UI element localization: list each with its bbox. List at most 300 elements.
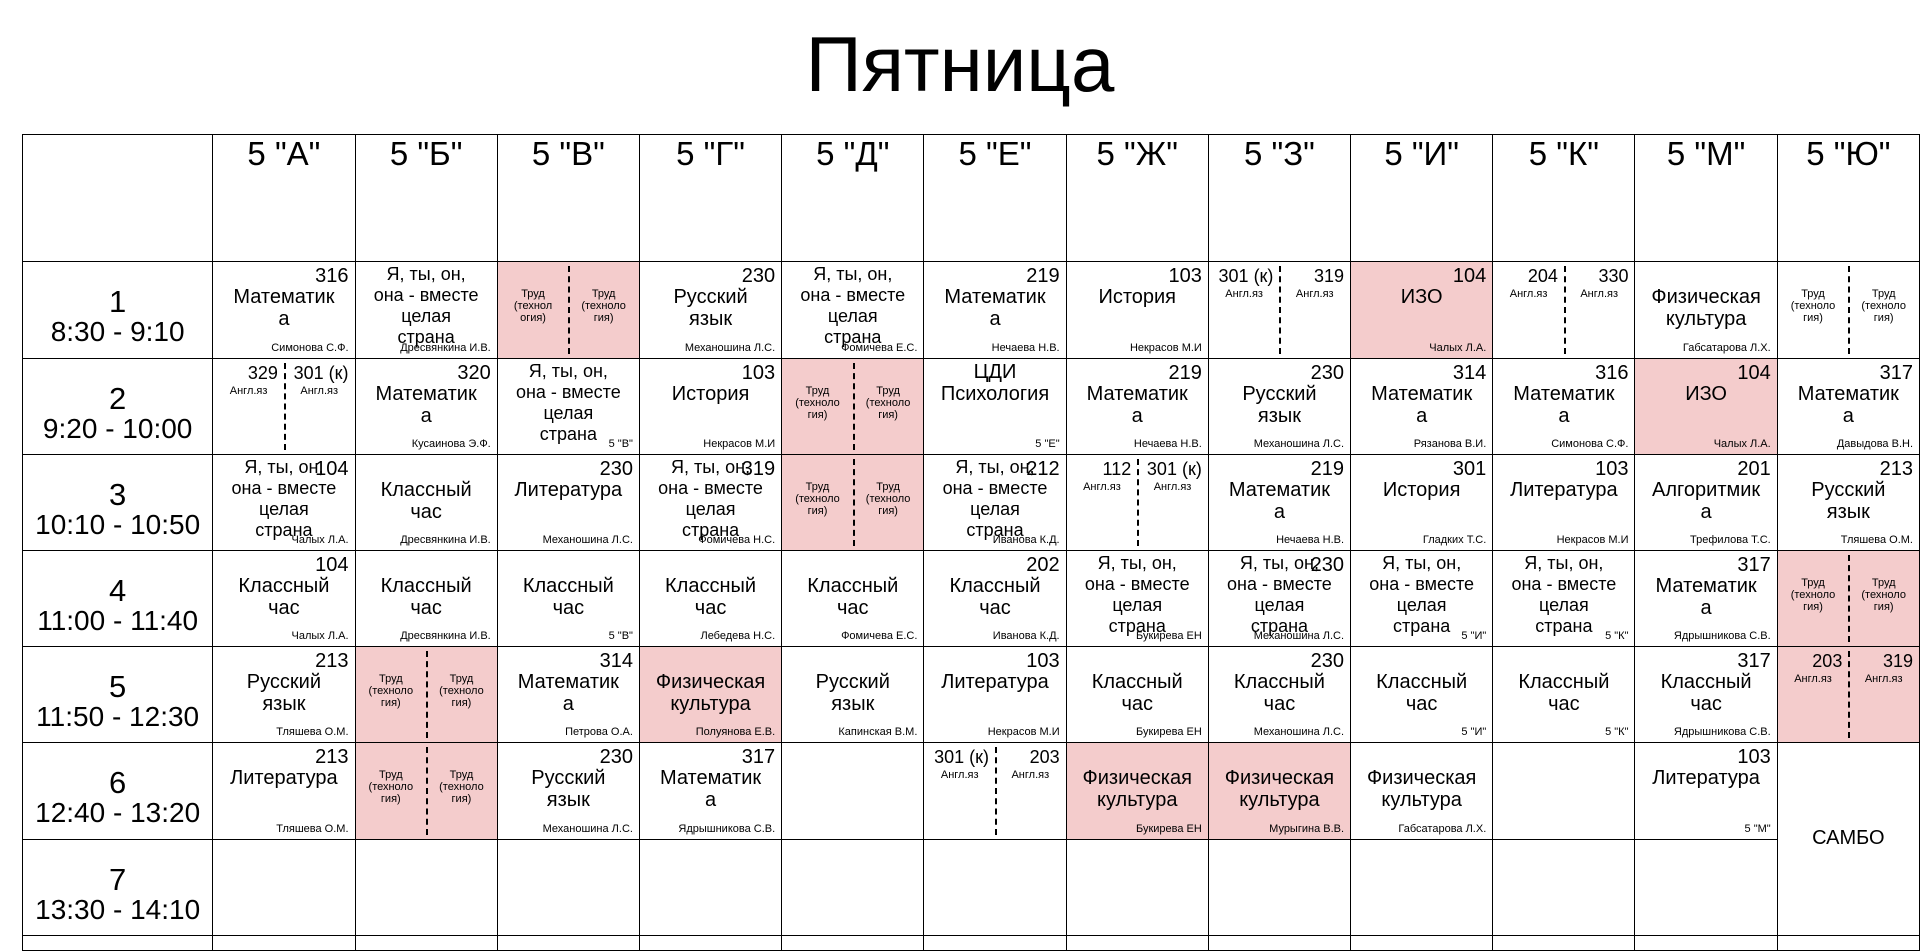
period-time: 12:40 - 13:20 <box>35 797 201 829</box>
teacher-name: Некрасов М.И <box>987 726 1060 739</box>
lesson-subject: Русский язык <box>1242 382 1317 427</box>
room-number: 301 <box>1452 457 1487 480</box>
lesson-subject: Математик а <box>1371 382 1473 427</box>
teacher-name: Механошина Л.С. <box>542 534 633 546</box>
teacher-name: Мурыгина В.В. <box>1269 822 1345 835</box>
lesson-cell <box>1777 647 1919 743</box>
lesson-cell-empty <box>1493 839 1635 935</box>
teacher-name: 5 "Е" <box>1035 437 1060 450</box>
split-lesson <box>356 743 497 838</box>
lesson-subject: Литература <box>1652 767 1760 790</box>
lesson-cell <box>355 647 497 743</box>
lesson-cell <box>924 454 1066 550</box>
lesson-cell <box>1635 454 1777 550</box>
teacher-name: Симонова С.Ф. <box>1551 437 1629 450</box>
teacher-name: Фомичева Е.С. <box>841 630 918 643</box>
lesson-subject: Математик а <box>1655 575 1757 619</box>
group-divider <box>284 363 286 450</box>
corner-cell <box>23 135 213 262</box>
teacher-name: 5 "М" <box>1744 822 1771 835</box>
lesson-cell <box>639 647 781 743</box>
group-subject: Англ.яз <box>1580 288 1619 301</box>
lesson-cell <box>1493 358 1635 454</box>
teacher-name: Фомичева Е.С. <box>841 341 918 354</box>
group-left <box>782 455 853 550</box>
group-divider <box>568 266 570 353</box>
class-header: 5 "М" <box>1635 135 1777 262</box>
empty-cell <box>355 935 497 950</box>
group-left <box>498 262 569 357</box>
room-number: 301 (к) <box>1146 458 1202 479</box>
group-right <box>1848 551 1919 646</box>
lesson-cell <box>1066 454 1208 550</box>
group-right <box>1848 262 1919 357</box>
period-time: 13:30 - 14:10 <box>35 893 201 925</box>
empty-cell <box>782 935 924 950</box>
lesson-cell <box>1493 262 1635 358</box>
split-lesson <box>1778 551 1919 646</box>
lesson-subject: Я, ты, он, она - вместе целая страна <box>1227 553 1332 636</box>
lesson-subject: Физическая культура <box>1366 767 1477 812</box>
group-right <box>995 743 1066 838</box>
class-header: 5 "Ж" <box>1066 135 1208 262</box>
empty-cell <box>639 935 781 950</box>
room-number: 317 <box>741 746 776 769</box>
group-subject: Труд (техноло гия) <box>439 769 484 806</box>
split-lesson <box>356 647 497 742</box>
room-number: 213 <box>315 650 349 673</box>
group-subject: Труд (техноло гия) <box>1790 577 1836 613</box>
room-number: 203 <box>1812 651 1843 672</box>
lesson-cell <box>355 743 497 839</box>
room-number: 213 <box>315 746 349 769</box>
page-title: Пятница <box>805 20 1115 108</box>
lesson-subject: Классный час <box>665 575 757 619</box>
period-number: 1 <box>109 284 127 320</box>
lesson-subject: Классный час <box>807 575 899 619</box>
period-number: 2 <box>109 380 127 416</box>
room-number: 112 <box>1102 458 1132 479</box>
lesson-cell <box>1635 262 1777 358</box>
group-subject: Англ.яз <box>1153 480 1192 493</box>
period-time: 11:50 - 12:30 <box>36 701 200 733</box>
lesson-cell-empty <box>924 839 1066 935</box>
group-subject: Труд (техноло гия) <box>795 480 840 517</box>
teacher-name: 5 "В" <box>608 630 633 643</box>
lesson-cell-empty <box>1493 743 1635 839</box>
lesson-cell <box>782 647 924 743</box>
period-number: 5 <box>109 669 127 705</box>
group-left <box>782 359 853 454</box>
lesson-subject: Физическая культура <box>1224 767 1335 812</box>
group-left <box>1493 262 1564 357</box>
schedule-table <box>22 134 1920 951</box>
lesson-subject: История <box>671 382 750 405</box>
teacher-name: Петрова О.А. <box>565 726 633 739</box>
class-header: 5 "З" <box>1208 135 1350 262</box>
lesson-cell <box>1351 743 1493 839</box>
room-number: 103 <box>1168 265 1202 288</box>
lesson-cell <box>1635 551 1777 647</box>
room-number: 301 (к) <box>1218 266 1274 287</box>
lesson-cell <box>1066 358 1208 454</box>
lesson-cell <box>1208 647 1350 743</box>
lesson-cell <box>1351 551 1493 647</box>
group-right <box>1848 647 1919 742</box>
room-number: 213 <box>1879 457 1913 480</box>
group-subject: Англ.яз <box>300 384 339 397</box>
room-number: 103 <box>1737 746 1771 769</box>
lesson-subject: Классный час <box>380 478 472 523</box>
lesson-subject: Классный час <box>949 575 1041 619</box>
split-lesson <box>498 262 639 357</box>
lesson-subject: Я, ты, он, она - вместе целая страна <box>515 360 621 444</box>
group-subject: Англ.яз <box>1295 288 1334 301</box>
room-number: 230 <box>599 457 633 480</box>
lesson-cell <box>213 647 355 743</box>
room-number: 202 <box>1026 554 1060 576</box>
group-right <box>853 359 924 454</box>
room-number: 219 <box>1026 265 1060 288</box>
teacher-name: Чалых Л.А. <box>291 534 349 546</box>
group-subject: Англ.яз <box>1794 673 1832 686</box>
period-cell <box>23 358 213 454</box>
group-subject: Труд (техноло гия) <box>865 480 911 517</box>
teacher-name: Иванова К.Д. <box>992 630 1060 643</box>
room-number: 319 <box>741 457 776 480</box>
period-number: 7 <box>109 861 127 897</box>
lesson-cell <box>1777 551 1919 647</box>
teacher-name: Ядрышникова С.В. <box>1673 630 1771 643</box>
teacher-name: 5 "И" <box>1461 726 1487 739</box>
room-number: 230 <box>1310 361 1345 384</box>
class-header: 5 "И" <box>1351 135 1493 262</box>
lesson-cell <box>1493 647 1635 743</box>
split-lesson <box>1493 262 1634 357</box>
group-left <box>924 743 995 838</box>
group-right <box>426 647 497 742</box>
lesson-cell <box>1777 358 1919 454</box>
lesson-cell <box>355 358 497 454</box>
lesson-cell <box>924 551 1066 647</box>
teacher-name: Фомичева Н.С. <box>698 534 776 546</box>
teacher-name: Ядрышникова С.В. <box>678 822 776 835</box>
group-subject: Труд (техноло гия) <box>795 384 840 421</box>
class-header: 5 "К" <box>1493 135 1635 262</box>
room-number: 230 <box>1310 554 1345 576</box>
teacher-name: Букирева ЕН <box>1135 726 1202 739</box>
room-number: 314 <box>1452 361 1487 384</box>
teacher-name: Дресвянкина И.В. <box>400 630 491 643</box>
lesson-cell <box>213 358 355 454</box>
lesson-subject: Классный час <box>1660 671 1752 716</box>
teacher-name: Рязанова В.И. <box>1413 437 1487 450</box>
group-subject: Англ.яз <box>1225 288 1263 301</box>
lesson-cell <box>1493 454 1635 550</box>
lesson-cell <box>213 551 355 647</box>
lesson-subject: Я, ты, он, она - вместе целая страна <box>1511 553 1617 636</box>
group-subject: Англ.яз <box>1083 480 1121 493</box>
lesson-subject: Физическая культура <box>1082 767 1192 812</box>
lesson-cell <box>1777 454 1919 550</box>
teacher-name: 5 "В" <box>608 437 633 450</box>
split-lesson <box>1778 647 1919 742</box>
group-divider <box>426 747 428 834</box>
room-number: 204 <box>1527 266 1558 287</box>
class-header: 5 "А" <box>213 135 355 262</box>
teacher-name: Механошина Л.С. <box>542 822 633 835</box>
teacher-name: 5 "И" <box>1461 630 1487 643</box>
lesson-cell <box>639 551 781 647</box>
lesson-cell-empty <box>639 839 781 935</box>
period-time: 10:10 - 10:50 <box>35 508 201 540</box>
period-time: 9:20 - 10:00 <box>42 412 193 444</box>
teacher-name: Давыдова В.Н. <box>1836 437 1913 450</box>
group-divider <box>995 747 997 834</box>
lesson-cell <box>497 647 639 743</box>
room-number: 329 <box>247 362 278 383</box>
group-left <box>1209 262 1280 357</box>
lesson-cell <box>924 647 1066 743</box>
teacher-name: 5 "К" <box>1605 630 1629 643</box>
room-number: 320 <box>457 361 491 384</box>
room-number: 103 <box>741 361 776 384</box>
split-lesson <box>1778 262 1919 357</box>
lesson-subject: ЦДИ Психология <box>940 360 1050 405</box>
room-number: 103 <box>1026 650 1060 673</box>
period-number: 3 <box>109 476 127 512</box>
group-subject: Труд (техноло гия) <box>368 769 414 806</box>
lesson-cell <box>1351 454 1493 550</box>
group-left <box>1778 262 1849 357</box>
teacher-name: Нечаева Н.В. <box>991 341 1060 354</box>
class-header: 5 "Ю" <box>1777 135 1919 262</box>
room-number: 219 <box>1168 361 1202 384</box>
group-divider <box>1279 266 1281 353</box>
lesson-cell <box>1066 743 1208 839</box>
teacher-name: Габсатарова Л.Х. <box>1398 822 1487 835</box>
lesson-cell <box>782 358 924 454</box>
lesson-cell-empty <box>497 839 639 935</box>
group-subject: Труд (технол огия) <box>513 288 553 325</box>
room-number: 316 <box>315 265 349 288</box>
teacher-name: Полуянова Е.В. <box>695 726 776 739</box>
empty-cell <box>924 935 1066 950</box>
lesson-cell <box>213 454 355 550</box>
group-divider <box>426 651 428 738</box>
lesson-subject: Литература <box>1510 478 1618 501</box>
group-subject: Труд (техноло гия) <box>1861 288 1906 325</box>
group-divider <box>853 363 855 450</box>
lesson-cell <box>782 262 924 358</box>
group-subject: Англ.яз <box>1509 288 1548 301</box>
lesson-cell <box>213 262 355 358</box>
class-header: 5 "Е" <box>924 135 1066 262</box>
group-divider <box>1137 459 1139 546</box>
lesson-subject: Классный час <box>1091 671 1183 716</box>
lesson-subject: История <box>1098 286 1176 309</box>
lesson-subject: Литература <box>941 671 1049 694</box>
lesson-subject: Я, ты, он, она - вместе целая страна <box>1084 553 1190 636</box>
lesson-subject: Классный час <box>1376 671 1468 716</box>
teacher-name: Чалых Л.А. <box>1713 437 1771 450</box>
lesson-subject: История <box>1382 478 1461 501</box>
lesson-cell-empty <box>1351 839 1493 935</box>
lesson-cell <box>1635 358 1777 454</box>
room-number: 230 <box>1310 650 1345 673</box>
room-number: 319 <box>1314 266 1345 287</box>
group-subject: Англ.яз <box>940 769 979 782</box>
lesson-subject: Русский язык <box>1811 478 1886 523</box>
group-left <box>213 359 284 454</box>
group-left <box>356 743 427 838</box>
group-left <box>1778 647 1849 742</box>
room-number: 104 <box>1737 361 1771 384</box>
room-number: 319 <box>1882 651 1913 672</box>
lesson-subject: Физическая культура <box>1651 286 1761 331</box>
lesson-subject: Математик а <box>517 671 619 716</box>
room-number: 212 <box>1026 457 1060 480</box>
group-right <box>1137 455 1208 550</box>
group-subject: Труд (техноло гия) <box>581 288 626 325</box>
room-number: 317 <box>1737 554 1771 576</box>
group-left <box>1778 551 1849 646</box>
lesson-cell <box>1208 454 1350 550</box>
lesson-subject: Я, ты, он, она - вместе целая страна <box>1369 553 1475 636</box>
lesson-subject: САМБО <box>1812 827 1885 850</box>
period-number: 4 <box>109 573 127 608</box>
lesson-subject: Математик а <box>659 767 762 812</box>
lesson-cell <box>1351 358 1493 454</box>
class-header: 5 "Г" <box>639 135 781 262</box>
lesson-cell <box>1208 262 1350 358</box>
lesson-subject: Я, ты, он, она - вместе целая страна <box>231 456 337 540</box>
teacher-name: Габсатарова Л.Х. <box>1682 341 1771 354</box>
teacher-name: Иванова К.Д. <box>992 534 1060 546</box>
lesson-cell-samba <box>1777 743 1919 935</box>
split-lesson <box>782 359 923 454</box>
lesson-cell <box>1208 358 1350 454</box>
group-subject: Труд (техноло гия) <box>1861 577 1906 613</box>
split-lesson <box>213 359 354 454</box>
room-number: 103 <box>1595 457 1629 480</box>
empty-cell <box>23 935 213 950</box>
lesson-cell <box>1066 551 1208 647</box>
lesson-cell <box>782 454 924 550</box>
group-right <box>1564 262 1635 357</box>
lesson-subject: Физическая культура <box>655 671 766 716</box>
teacher-name: Тляшева О.М. <box>276 822 349 835</box>
room-number: 317 <box>1879 361 1913 384</box>
lesson-cell <box>1208 743 1350 839</box>
group-subject: Англ.яз <box>1864 673 1903 686</box>
lesson-subject: ИЗО <box>1685 382 1727 405</box>
teacher-name: Чалых Л.А. <box>291 630 349 643</box>
lesson-subject: ИЗО <box>1400 286 1443 309</box>
teacher-name: Гладких Т.С. <box>1422 534 1487 546</box>
lesson-subject: Математик а <box>1086 382 1188 427</box>
room-number: 230 <box>741 265 776 288</box>
lesson-cell <box>1066 262 1208 358</box>
group-subject: Труд (техноло гия) <box>368 673 414 710</box>
lesson-subject: Я, ты, он, она - вместе целая страна <box>373 264 479 348</box>
teacher-name: Механошина Л.С. <box>684 341 776 354</box>
lesson-subject: Классный час <box>522 575 614 619</box>
teacher-name: Дресвянкина И.В. <box>400 341 491 354</box>
period-cell <box>23 454 213 550</box>
teacher-name: Нечаева Н.В. <box>1133 437 1202 450</box>
lesson-subject: Алгоритмик а <box>1652 478 1761 523</box>
room-number: 301 (к) <box>293 362 349 383</box>
split-lesson <box>1067 455 1208 550</box>
lesson-cell <box>213 743 355 839</box>
room-number: 230 <box>599 746 633 769</box>
empty-cell <box>1777 935 1919 950</box>
lesson-subject: Математик а <box>1797 382 1899 427</box>
lesson-subject: Русский язык <box>531 767 606 812</box>
lesson-subject: Математик а <box>233 286 335 331</box>
lesson-subject: Математик а <box>944 286 1046 331</box>
lesson-cell-empty <box>1208 839 1350 935</box>
room-number: 203 <box>1029 747 1060 768</box>
teacher-name: Трефилова Т.С. <box>1690 534 1771 546</box>
split-lesson <box>782 455 923 550</box>
lesson-cell <box>924 358 1066 454</box>
lesson-subject: Я, ты, он, она - вместе целая страна <box>800 264 906 348</box>
lesson-subject: Классный час <box>1233 671 1325 716</box>
room-number: 317 <box>1737 650 1771 673</box>
lesson-subject: Классный час <box>1518 671 1610 716</box>
class-header: 5 "Б" <box>355 135 497 262</box>
lesson-cell <box>497 454 639 550</box>
lesson-subject: Математик а <box>1513 382 1615 427</box>
teacher-name: 5 "К" <box>1605 726 1629 739</box>
room-number: 316 <box>1595 361 1629 384</box>
lesson-cell <box>1777 262 1919 358</box>
split-lesson <box>924 743 1065 838</box>
group-subject: Труд (техноло гия) <box>439 673 484 710</box>
period-number: 6 <box>109 765 127 801</box>
group-subject: Труд (техноло гия) <box>865 384 911 421</box>
lesson-subject: Русский язык <box>673 286 748 331</box>
group-divider <box>1848 651 1850 738</box>
class-header: 5 "В" <box>497 135 639 262</box>
lesson-cell <box>1351 262 1493 358</box>
period-cell <box>23 647 213 743</box>
teacher-name: Тляшева О.М. <box>1840 534 1913 546</box>
lesson-subject: Русский язык <box>815 671 890 716</box>
teacher-name: Тляшева О.М. <box>276 726 349 739</box>
group-right <box>284 359 355 454</box>
teacher-name: Дресвянкина И.В. <box>400 534 491 546</box>
lesson-cell <box>355 454 497 550</box>
teacher-name: Механошина Л.С. <box>1253 630 1345 643</box>
room-number: 201 <box>1737 457 1771 480</box>
lesson-subject: Я, ты, он, она - вместе целая страна <box>942 456 1048 540</box>
period-cell <box>23 839 213 935</box>
lesson-cell <box>924 262 1066 358</box>
teacher-name: Лебедева Н.С. <box>700 630 776 643</box>
group-right <box>1279 262 1350 357</box>
class-header: 5 "Д" <box>782 135 924 262</box>
empty-cell <box>213 935 355 950</box>
period-time: 11:00 - 11:40 <box>37 605 199 636</box>
group-subject: Англ.яз <box>229 384 268 397</box>
lesson-subject: Математик а <box>375 382 477 427</box>
teacher-name: Некрасов М.И <box>1129 341 1202 354</box>
room-number: 330 <box>1598 266 1629 287</box>
empty-cell <box>1351 935 1493 950</box>
